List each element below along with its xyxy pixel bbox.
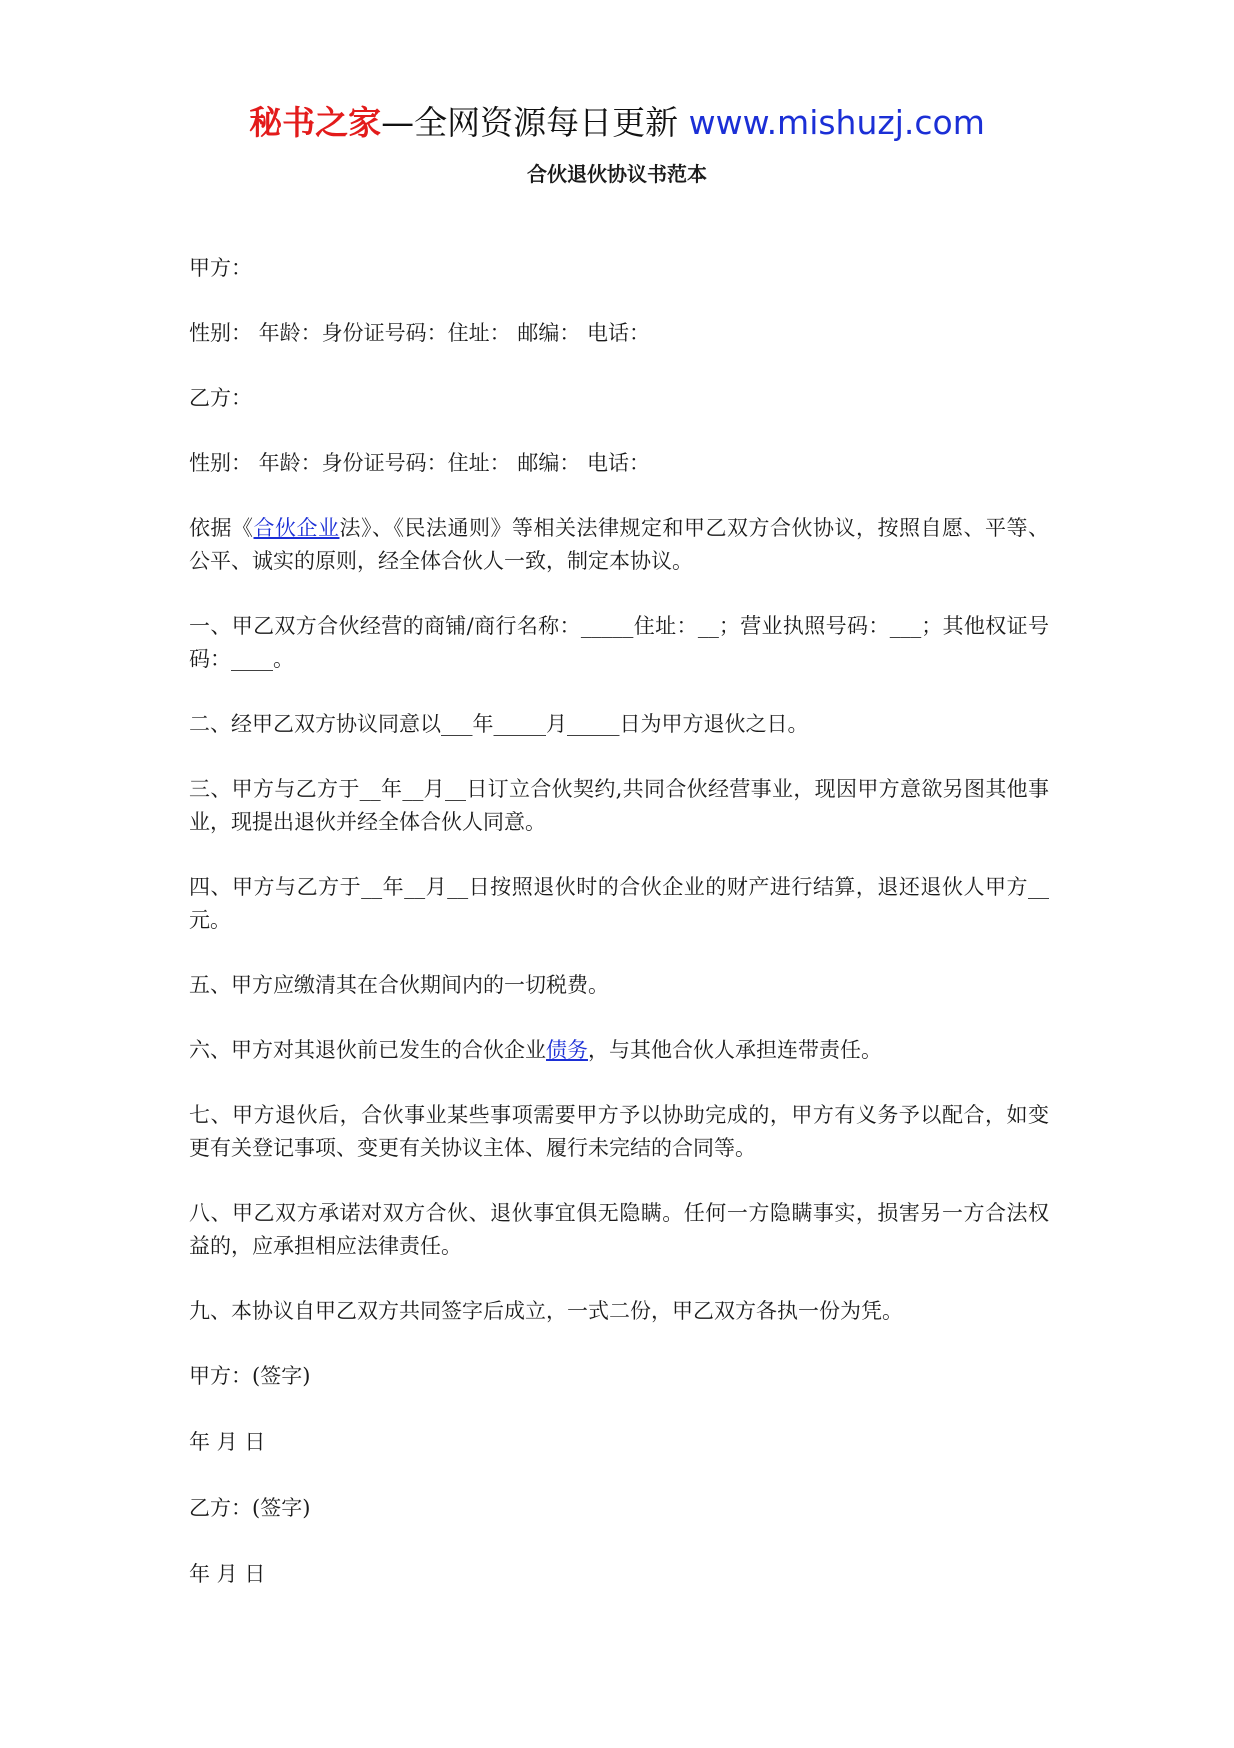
clause-7: 七、甲方退伙后，合伙事业某些事项需要甲方予以协助完成的，甲方有义务予以配合，如变更有关登记事项、变更有关协议主体、履行未完结的合同等。 — [189, 1103, 1049, 1160]
party-b-date: 年 月 日 — [189, 1562, 266, 1586]
party-a-date: 年 月 日 — [189, 1430, 266, 1454]
party-a-label: 甲方： — [189, 256, 252, 280]
clause-5: 五、甲方应缴清其在合伙期间内的一切税费。 — [189, 973, 609, 997]
header-tagline: —全网资源每日更新 — [381, 103, 679, 142]
intro-paragraph — [189, 512, 1049, 578]
intro-text-after: 法》、《民法通则》等相关法律规定和甲乙双方合伙协议，按照自愿、平等、公平、诚实的原则，经全体合伙人一致，制定本协议。 — [189, 516, 1049, 573]
document-body — [189, 252, 1049, 1624]
partnership-enterprise-link[interactable]: 合伙企业 — [253, 516, 340, 540]
site-header — [0, 100, 1234, 146]
clause-6 — [189, 1034, 1049, 1067]
clause-2: 二、经甲乙双方协议同意以___年_____月_____日为甲方退伙之日。 — [189, 712, 809, 736]
clause-1: 一、甲乙双方合伙经营的商铺/商行名称：_____住址：__；营业执照号码：___；其他权证号码：____。 — [189, 614, 1049, 671]
document-title: 合伙退伙协议书范本 — [527, 162, 707, 186]
clause-9: 九、本协议自甲乙双方共同签字后成立，一式二份，甲乙双方各执一份为凭。 — [189, 1299, 903, 1323]
clause-8: 八、甲乙双方承诺对双方合伙、退伙事宜俱无隐瞒。任何一方隐瞒事实，损害另一方合法权益的，应承担相应法律责任。 — [189, 1201, 1049, 1258]
party-a-details: 性别： 年龄：身份证号码：住址： 邮编： 电话： — [189, 321, 651, 345]
clause-3: 三、甲方与乙方于__年__月__日订立合伙契约,共同合伙经营事业，现因甲方意欲另图其他事业，现提出退伙并经全体合伙人同意。 — [189, 777, 1049, 834]
party-b-label: 乙方： — [189, 386, 252, 410]
clause-6-text-after: ，与其他合伙人承担连带责任。 — [588, 1038, 882, 1062]
party-b-signature: 乙方：(签字) — [189, 1496, 311, 1520]
clause-4: 四、甲方与乙方于__年__月__日按照退伙时的合伙企业的财产进行结算，退还退伙人甲方__元。 — [189, 875, 1049, 932]
brand-name: 秘书之家 — [249, 103, 382, 142]
clause-6-text-before: 六、甲方对其退伙前已发生的合伙企业 — [189, 1038, 546, 1062]
debt-link[interactable]: 债务 — [546, 1038, 588, 1062]
site-url[interactable]: www.mishuzj.com — [688, 103, 985, 142]
intro-text-before: 依据《 — [189, 516, 254, 540]
party-a-signature: 甲方：(签字) — [189, 1364, 311, 1388]
party-b-details: 性别： 年龄：身份证号码：住址： 邮编： 电话： — [189, 451, 651, 475]
